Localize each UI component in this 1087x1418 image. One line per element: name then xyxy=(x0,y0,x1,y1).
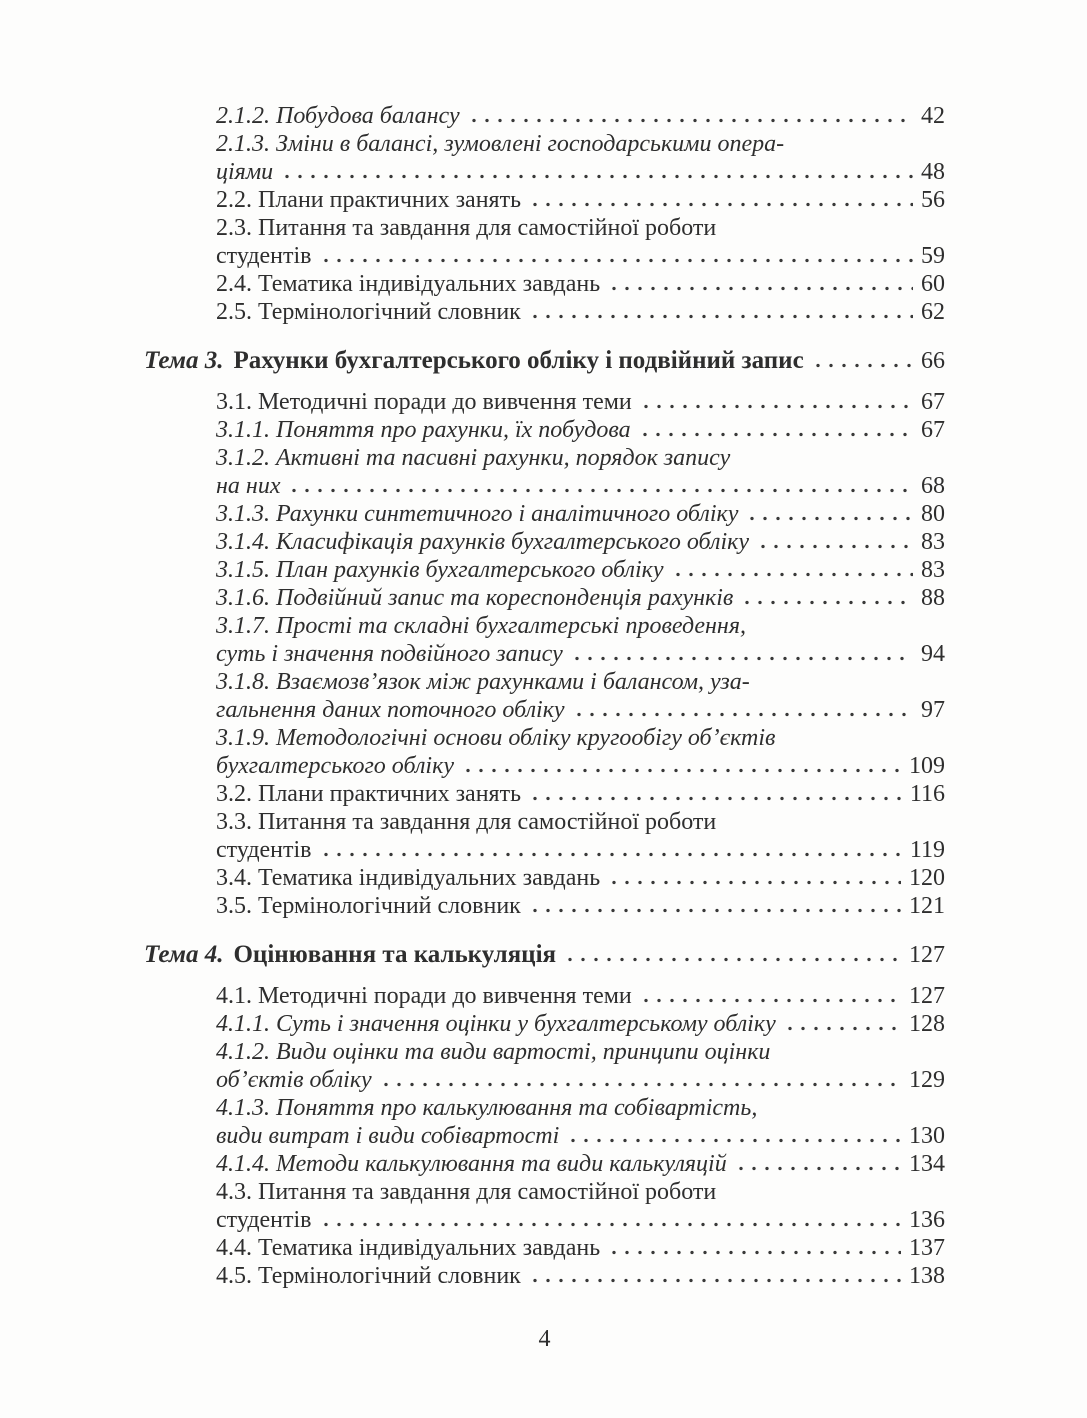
toc-theme-entry xyxy=(144,940,945,970)
toc-entry-page: 48 xyxy=(921,159,945,185)
toc-entry-text: 4.1.3. Поняття про калькулювання та собівартість, xyxy=(216,1095,758,1121)
toc-entry-last-line xyxy=(216,500,945,528)
toc-entry xyxy=(216,270,945,298)
toc-entry xyxy=(216,1234,945,1262)
toc-entry xyxy=(216,556,945,584)
toc-entry-page: 116 xyxy=(909,781,945,807)
dot-leader xyxy=(529,908,901,913)
dot-leader xyxy=(320,1222,901,1227)
toc-entry-last-line xyxy=(216,1234,945,1262)
toc-entry-text: 3.1.8. Взаємозв’язок між рахунками і балансом, уза- xyxy=(216,669,750,695)
toc-theme-prefix: Тема 3. xyxy=(144,347,224,374)
toc-entry-text: 3.1.9. Методологічні основи обліку кругообігу об’єктів xyxy=(216,725,776,751)
toc-entry-text: 2.3. Питання та завдання для самостійної роботи xyxy=(216,215,717,241)
toc-entry-text: 4.1.2. Види оцінки та види вартості, принципи оцінки xyxy=(216,1039,771,1065)
toc-entry-page: 128 xyxy=(909,1011,945,1037)
dot-leader xyxy=(746,516,913,521)
toc-entry-text: 4.1.1. Суть і значення оцінки у бухгалтерському обліку xyxy=(216,1011,776,1037)
toc-theme-prefix: Тема 4. xyxy=(144,941,224,968)
toc-theme-title: Рахунки бухгалтерського обліку і подвійний запис xyxy=(233,347,804,374)
dot-leader xyxy=(608,880,901,885)
toc-entry-text: 3.1.5. План рахунків бухгалтерського обліку xyxy=(216,557,664,583)
dot-leader xyxy=(468,118,913,123)
toc-entry-text: суть і значення подвійного запису xyxy=(216,641,563,667)
toc-entry-page: 97 xyxy=(921,697,945,723)
toc-theme-title: Оцінювання та калькуляція xyxy=(233,941,557,968)
dot-leader xyxy=(741,600,913,605)
table-of-contents xyxy=(144,102,945,1290)
dot-leader xyxy=(571,656,913,661)
toc-entry-text: 2.1.2. Побудова балансу xyxy=(216,103,460,129)
dot-leader xyxy=(320,258,913,263)
toc-entry xyxy=(216,1178,945,1234)
toc-entry-text: 3.1.6. Подвійний запис та кореспонденція рахунків xyxy=(216,585,734,611)
dot-leader xyxy=(608,286,913,291)
toc-entry-page: 88 xyxy=(921,585,945,611)
toc-entry-last-line xyxy=(216,1262,945,1290)
toc-entry-page: 134 xyxy=(909,1151,945,1177)
toc-entry-last-line xyxy=(216,186,945,214)
toc-entry-page: 119 xyxy=(909,837,945,863)
toc-entry xyxy=(216,444,945,500)
toc-entry-text: 3.4. Тематика індивідуальних завдань xyxy=(216,865,601,891)
toc-entry xyxy=(216,186,945,214)
toc-entry-text: 4.5. Термінологічний словник xyxy=(216,1263,521,1289)
toc-entry-page: 67 xyxy=(921,417,945,443)
toc-entry-last-line xyxy=(216,556,945,584)
dot-leader xyxy=(672,572,914,577)
toc-entry-last-line xyxy=(216,416,945,444)
toc-entry-last-line xyxy=(216,298,945,326)
toc-entry xyxy=(216,1150,945,1178)
toc-entry-page: 83 xyxy=(921,557,945,583)
toc-entry-page: 60 xyxy=(921,271,945,297)
toc-entry-page: 109 xyxy=(909,753,945,779)
toc-entry xyxy=(216,298,945,326)
toc-entry xyxy=(216,1262,945,1290)
toc-entry-text: 3.1.1. Поняття про рахунки, їх побудова xyxy=(216,417,631,443)
dot-leader xyxy=(288,488,913,493)
toc-entry xyxy=(216,892,945,920)
toc-entry-page: 62 xyxy=(921,299,945,325)
toc-entry xyxy=(216,102,945,130)
toc-entry-text: 3.1.2. Активні та пасивні рахунки, порядок запису xyxy=(216,445,731,471)
dot-leader xyxy=(564,957,901,962)
toc-entry-page: 56 xyxy=(921,187,945,213)
dot-leader xyxy=(529,1278,901,1283)
toc-entry-text: студентів xyxy=(216,1207,312,1233)
toc-entry-last-line xyxy=(216,1066,945,1094)
toc-entry-last-line xyxy=(216,1122,945,1150)
toc-entry-last-line xyxy=(216,982,945,1010)
toc-entry-text: 4.1.4. Методи калькулювання та види калькуляцій xyxy=(216,1151,727,1177)
toc-entry-last-line xyxy=(216,892,945,920)
toc-entry xyxy=(216,500,945,528)
toc-entry-page: 68 xyxy=(921,473,945,499)
toc-entry-text: 3.1.3. Рахунки синтетичного і аналітичного обліку xyxy=(216,501,739,527)
dot-leader xyxy=(380,1082,901,1087)
toc-entry-last-line xyxy=(216,158,945,186)
dot-leader xyxy=(757,544,913,549)
toc-entry xyxy=(216,612,945,668)
toc-entry-text: 2.4. Тематика індивідуальних завдань xyxy=(216,271,601,297)
toc-entry-last-line xyxy=(216,242,945,270)
toc-entry-text: 3.3. Питання та завдання для самостійної роботи xyxy=(216,809,717,835)
dot-leader xyxy=(735,1166,901,1171)
toc-entry xyxy=(216,214,945,270)
toc-entry xyxy=(216,528,945,556)
dot-leader xyxy=(529,796,902,801)
dot-leader xyxy=(462,768,901,773)
toc-entry xyxy=(216,864,945,892)
toc-entry-text: 3.1.7. Прості та складні бухгалтерські проведення, xyxy=(216,613,746,639)
dot-leader xyxy=(320,852,902,857)
toc-entry xyxy=(216,668,945,724)
toc-entry-last-line xyxy=(216,1150,945,1178)
dot-leader xyxy=(567,1138,901,1143)
toc-entry-text: 3.1.4. Класифікація рахунків бухгалтерського обліку xyxy=(216,529,750,555)
toc-entry-text: бухгалтерського обліку xyxy=(216,753,454,779)
toc-entry xyxy=(216,724,945,780)
toc-entry xyxy=(216,416,945,444)
toc-entry xyxy=(216,584,945,612)
toc-entry-text: 4.4. Тематика індивідуальних завдань xyxy=(216,1235,601,1261)
toc-entry-last-line xyxy=(216,752,945,780)
toc-entry-last-line xyxy=(216,696,945,724)
toc-entry-page: 136 xyxy=(909,1207,945,1233)
toc-entry-last-line xyxy=(216,1206,945,1234)
toc-entry-text: 4.3. Питання та завдання для самостійної роботи xyxy=(216,1179,717,1205)
dot-leader xyxy=(784,1026,901,1031)
toc-entry-text: 3.2. Плани практичних занять xyxy=(216,781,522,807)
toc-entry-page: 120 xyxy=(909,865,945,891)
toc-entry-page: 83 xyxy=(921,529,945,555)
dot-leader xyxy=(608,1250,901,1255)
dot-leader xyxy=(573,712,913,717)
toc-entry xyxy=(216,780,945,808)
toc-entry xyxy=(216,1010,945,1038)
toc-entry-text: 2.5. Термінологічний словник xyxy=(216,299,521,325)
toc-entry-last-line xyxy=(216,472,945,500)
toc-entry xyxy=(216,1038,945,1094)
toc-entry-page: 42 xyxy=(921,103,945,129)
toc-entry xyxy=(216,982,945,1010)
toc-entry-text: студентів xyxy=(216,243,312,269)
toc-entry-last-line xyxy=(216,584,945,612)
dot-leader xyxy=(639,432,913,437)
toc-entry-text: види витрат і види собівартості xyxy=(216,1123,560,1149)
toc-entry-page: 127 xyxy=(909,983,945,1009)
toc-entry xyxy=(216,808,945,864)
dot-leader xyxy=(640,998,901,1003)
toc-entry-last-line xyxy=(216,864,945,892)
dot-leader xyxy=(529,314,913,319)
toc-entry xyxy=(216,130,945,186)
toc-entry-last-line xyxy=(216,836,945,864)
toc-entry-page: 80 xyxy=(921,501,945,527)
toc-theme-entry xyxy=(144,346,945,376)
toc-entry-last-line xyxy=(216,780,945,808)
toc-entry-page: 67 xyxy=(921,389,945,415)
toc-entry-text: 2.1.3. Зміни в балансі, зумовлені господарськими опера- xyxy=(216,131,785,157)
toc-entry-last-line xyxy=(216,102,945,130)
dot-leader xyxy=(281,174,913,179)
toc-entry xyxy=(216,388,945,416)
page-number: 4 xyxy=(538,1326,551,1352)
dot-leader xyxy=(812,363,913,368)
toc-entry-last-line xyxy=(216,388,945,416)
dot-leader xyxy=(529,202,913,207)
toc-entry-page: 66 xyxy=(921,348,945,374)
toc-entry-page: 121 xyxy=(909,893,945,919)
dot-leader xyxy=(640,404,913,409)
toc-entry-text: 4.1. Методичні поради до вивчення теми xyxy=(216,983,632,1009)
toc-entry-page: 59 xyxy=(921,243,945,269)
toc-entry-last-line xyxy=(216,1010,945,1038)
toc-entry-text: об’єктів обліку xyxy=(216,1067,372,1093)
toc-entry-page: 130 xyxy=(909,1123,945,1149)
toc-entry-last-line xyxy=(216,270,945,298)
toc-entry-page: 129 xyxy=(909,1067,945,1093)
toc-entry-text: 3.5. Термінологічний словник xyxy=(216,893,521,919)
toc-entry-text: на них xyxy=(216,473,281,499)
toc-entry-page: 137 xyxy=(909,1235,945,1261)
toc-entry-text: ціями xyxy=(216,159,274,185)
toc-entry-text: гальнення даних поточного обліку xyxy=(216,697,565,723)
toc-entry xyxy=(216,1094,945,1150)
toc-entry-text: студентів xyxy=(216,837,312,863)
toc-entry-last-line xyxy=(216,528,945,556)
toc-entry-text: 2.2. Плани практичних занять xyxy=(216,187,522,213)
toc-entry-page: 138 xyxy=(909,1263,945,1289)
toc-entry-last-line xyxy=(216,640,945,668)
toc-entry-text: 3.1. Методичні поради до вивчення теми xyxy=(216,389,632,415)
toc-entry-page: 94 xyxy=(921,641,945,667)
toc-entry-page: 127 xyxy=(909,942,945,968)
